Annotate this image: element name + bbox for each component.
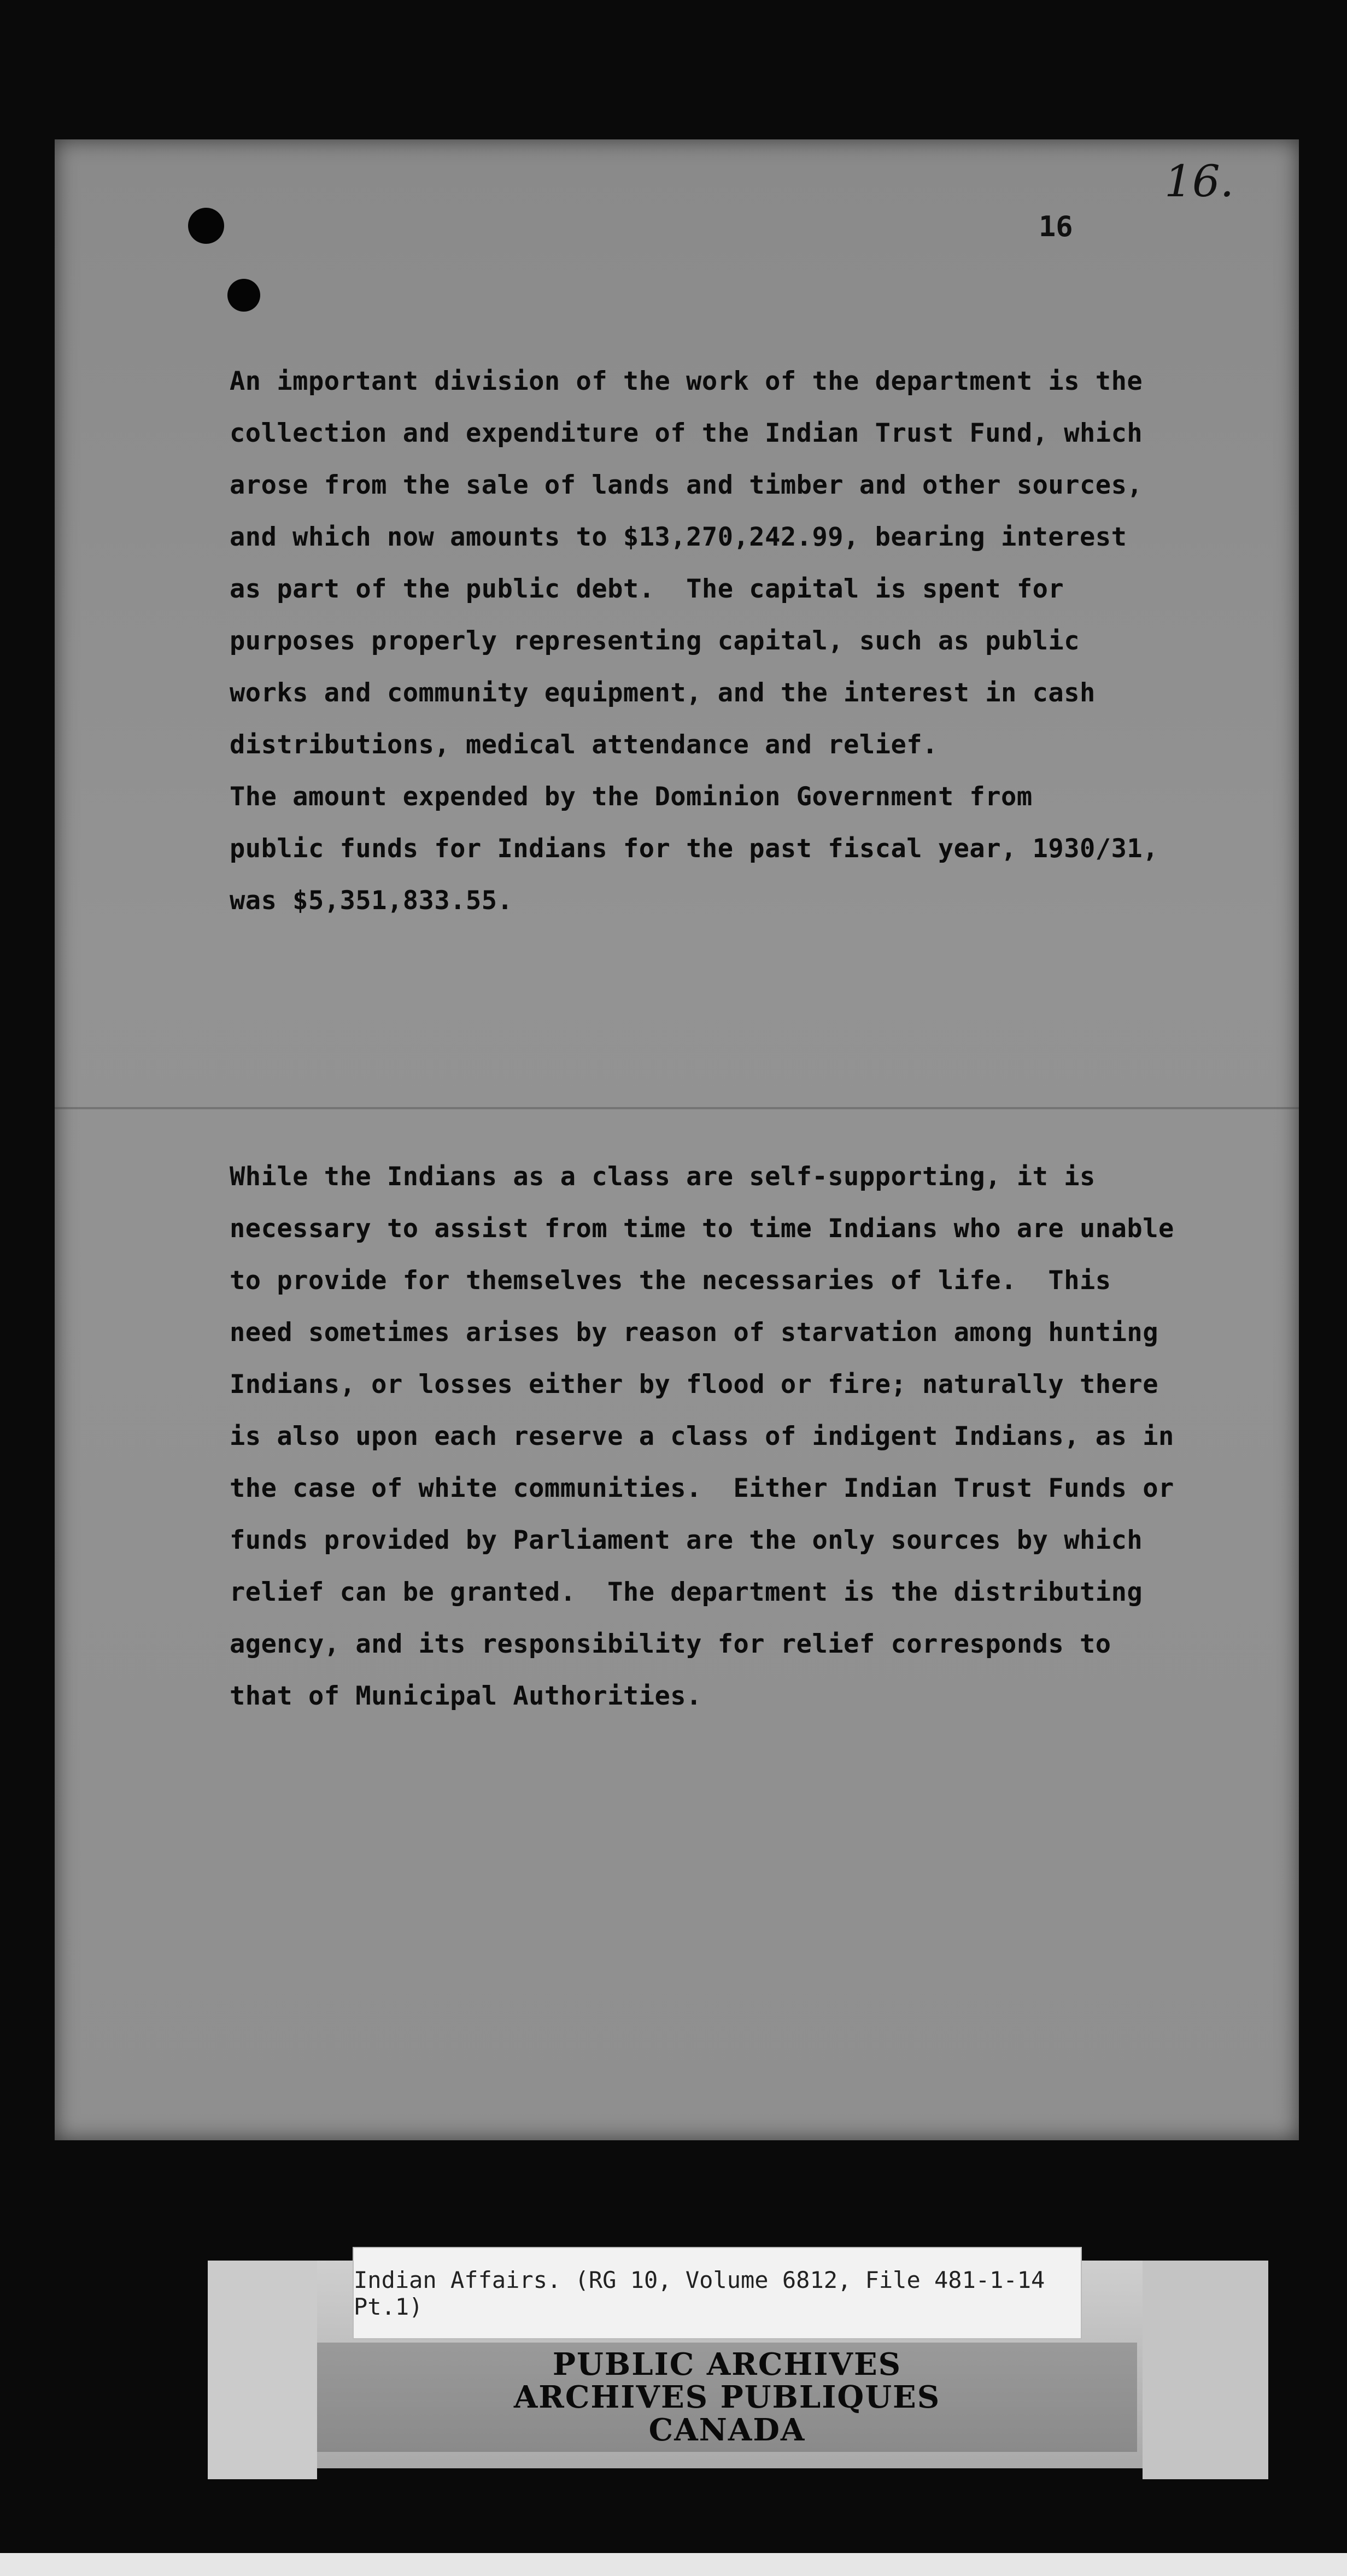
- text-line: The amount expended by the Dominion Government from: [230, 782, 1033, 812]
- archive-strip-tab-left: [208, 2261, 317, 2479]
- typed-page: [55, 139, 1299, 2140]
- text-line: funds provided by Parliament are the only sources by which: [230, 1525, 1143, 1555]
- text-line: the case of white communities. Either Indian Trust Funds or: [230, 1473, 1174, 1503]
- text-line: distributions, medical attendance and relief.: [230, 730, 938, 760]
- punch-hole: [227, 279, 260, 312]
- text-line: purposes properly representing capital, such as public: [230, 626, 1080, 656]
- punch-hole: [188, 208, 224, 244]
- text-line: collection and expenditure of the Indian Trust Fund, which: [230, 418, 1143, 448]
- fold-line: [55, 1107, 1299, 1109]
- text-line: as part of the public debt. The capital is spent for: [230, 574, 1064, 604]
- public-archives-stamp: [317, 2343, 1137, 2452]
- text-line: Indians, or losses either by flood or fire; naturally there: [230, 1369, 1158, 1400]
- archive-reference-label: Indian Affairs. (RG 10, Volume 6812, File 481-1-14 Pt.1): [353, 2247, 1082, 2339]
- text-line: need sometimes arises by reason of starvation among hunting: [230, 1318, 1158, 1348]
- stamp-line: ARCHIVES PUBLIQUES: [513, 2379, 941, 2415]
- stamp-line: CANADA: [648, 2412, 806, 2448]
- text-line: public funds for Indians for the past fiscal year, 1930/31,: [230, 834, 1158, 864]
- text-line: to provide for themselves the necessaries of life. This: [230, 1266, 1111, 1296]
- typed-page-number: 16: [1039, 210, 1073, 243]
- text-line: While the Indians as a class are self-supporting, it is: [230, 1162, 1096, 1192]
- paragraph-trust-fund: [230, 355, 1279, 927]
- paragraph-relief: [230, 1151, 1279, 1722]
- text-line: that of Municipal Authorities.: [230, 1681, 702, 1711]
- text-line: works and community equipment, and the interest in cash: [230, 678, 1096, 708]
- text-line: was $5,351,833.55.: [230, 886, 513, 916]
- text-line: and which now amounts to $13,270,242.99, bearing interest: [230, 522, 1127, 552]
- handwritten-folio-number: 16.: [1164, 156, 1234, 207]
- stamp-line: PUBLIC ARCHIVES: [552, 2346, 902, 2382]
- text-line: relief can be granted. The department is the distributing: [230, 1577, 1143, 1607]
- text-line: arose from the sale of lands and timber and other sources,: [230, 470, 1143, 500]
- text-line: necessary to assist from time to time Indians who are unable: [230, 1214, 1174, 1244]
- text-line: An important division of the work of the department is the: [230, 366, 1143, 396]
- scan-bottom-edge: [0, 2553, 1347, 2576]
- text-line: is also upon each reserve a class of indigent Indians, as in: [230, 1421, 1174, 1451]
- text-line: agency, and its responsibility for relief corresponds to: [230, 1629, 1111, 1659]
- archive-strip-tab-right: [1143, 2261, 1268, 2479]
